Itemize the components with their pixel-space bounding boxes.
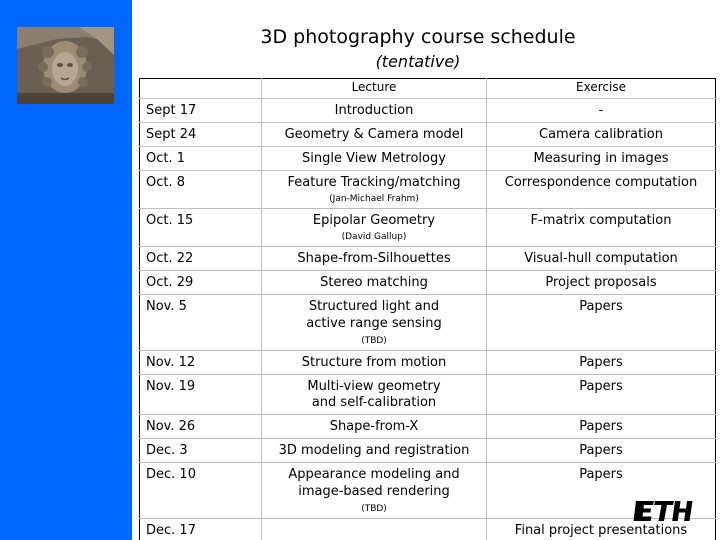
row-exercise: Camera calibration: [539, 127, 663, 142]
row-date: Oct. 22: [146, 251, 194, 266]
row-date: Nov. 19: [146, 379, 196, 394]
row-separator: [139, 438, 716, 439]
row-exercise: Papers: [579, 419, 623, 434]
row-separator: [139, 246, 716, 247]
row-separator: [139, 98, 716, 99]
row-lecture-line: and self-calibration: [311, 395, 437, 410]
row-date: Dec. 3: [146, 443, 188, 458]
row-lecturer-note: (TBD): [361, 504, 387, 514]
row-lecture-line: Structured light and: [308, 299, 440, 314]
row-lecturer-note: (TBD): [361, 336, 387, 346]
row-lecture-line: Multi-view geometry: [307, 379, 441, 394]
row-separator: [139, 146, 716, 147]
column-header-lecture: Lecture: [351, 80, 397, 94]
eth-logo-icon: [632, 499, 694, 523]
row-lecture-line: image-based rendering: [298, 484, 450, 499]
row-lecture: Shape-from-X: [329, 419, 419, 434]
row-lecture-line: active range sensing: [306, 316, 442, 331]
row-lecture: Structure from motion: [301, 355, 447, 370]
row-separator: [139, 270, 716, 271]
row-separator: [139, 414, 716, 415]
row-separator: [139, 462, 716, 463]
table-left-border: [139, 78, 140, 540]
row-date: Oct. 15: [146, 213, 194, 228]
row-exercise: -: [598, 103, 604, 118]
row-exercise: Measuring in images: [533, 151, 669, 166]
row-exercise: Papers: [579, 379, 623, 394]
row-lecture: Shape-from-Silhouettes: [297, 251, 451, 266]
page-subtitle: (tentative): [375, 52, 461, 71]
row-date: Oct. 29: [146, 275, 194, 290]
row-lecture-line: Appearance modeling and: [288, 467, 460, 482]
row-date: Oct. 8: [146, 175, 186, 190]
row-lecture: Introduction: [334, 103, 414, 118]
row-lecturer-note: (Jan-Michael Frahm): [329, 194, 419, 204]
medusa-relief-photo: [17, 27, 114, 104]
row-exercise: F-matrix computation: [530, 213, 672, 228]
row-lecture: Single View Metrology: [302, 151, 446, 166]
table-top-border: [139, 78, 716, 79]
row-date: Nov. 26: [146, 419, 196, 434]
row-date: Dec. 17: [146, 523, 196, 538]
row-exercise: Correspondence computation: [504, 175, 698, 190]
row-date: Dec. 10: [146, 467, 196, 482]
column-header-exercise: Exercise: [576, 80, 626, 94]
row-exercise: Papers: [579, 355, 623, 370]
row-lecture: 3D modeling and registration: [278, 443, 470, 458]
row-separator: [139, 294, 716, 295]
row-exercise: Visual-hull computation: [524, 251, 678, 266]
row-date: Sept 17: [146, 103, 197, 118]
row-exercise: Papers: [579, 299, 623, 314]
row-exercise: Final project presentations: [514, 523, 688, 538]
row-separator: [139, 208, 716, 209]
row-separator: [139, 350, 716, 351]
row-exercise: Project proposals: [545, 275, 657, 290]
row-separator: [139, 122, 716, 123]
row-exercise: Papers: [579, 467, 623, 482]
row-separator: [139, 374, 716, 375]
row-date: Nov. 12: [146, 355, 196, 370]
row-separator: [139, 518, 716, 519]
row-lecturer-note: (David Gallup): [341, 232, 407, 242]
row-date: Nov. 5: [146, 299, 187, 314]
row-exercise: Papers: [579, 443, 623, 458]
page-title: 3D photography course schedule: [260, 26, 576, 48]
row-lecture: Feature Tracking/matching: [287, 175, 461, 190]
row-date: Oct. 1: [146, 151, 186, 166]
row-date: Sept 24: [146, 127, 197, 142]
row-lecture: Geometry & Camera model: [284, 127, 464, 142]
row-lecture: Epipolar Geometry: [312, 213, 436, 228]
row-lecture: Stereo matching: [320, 275, 428, 290]
table-right-border: [715, 78, 716, 540]
row-separator: [139, 170, 716, 171]
